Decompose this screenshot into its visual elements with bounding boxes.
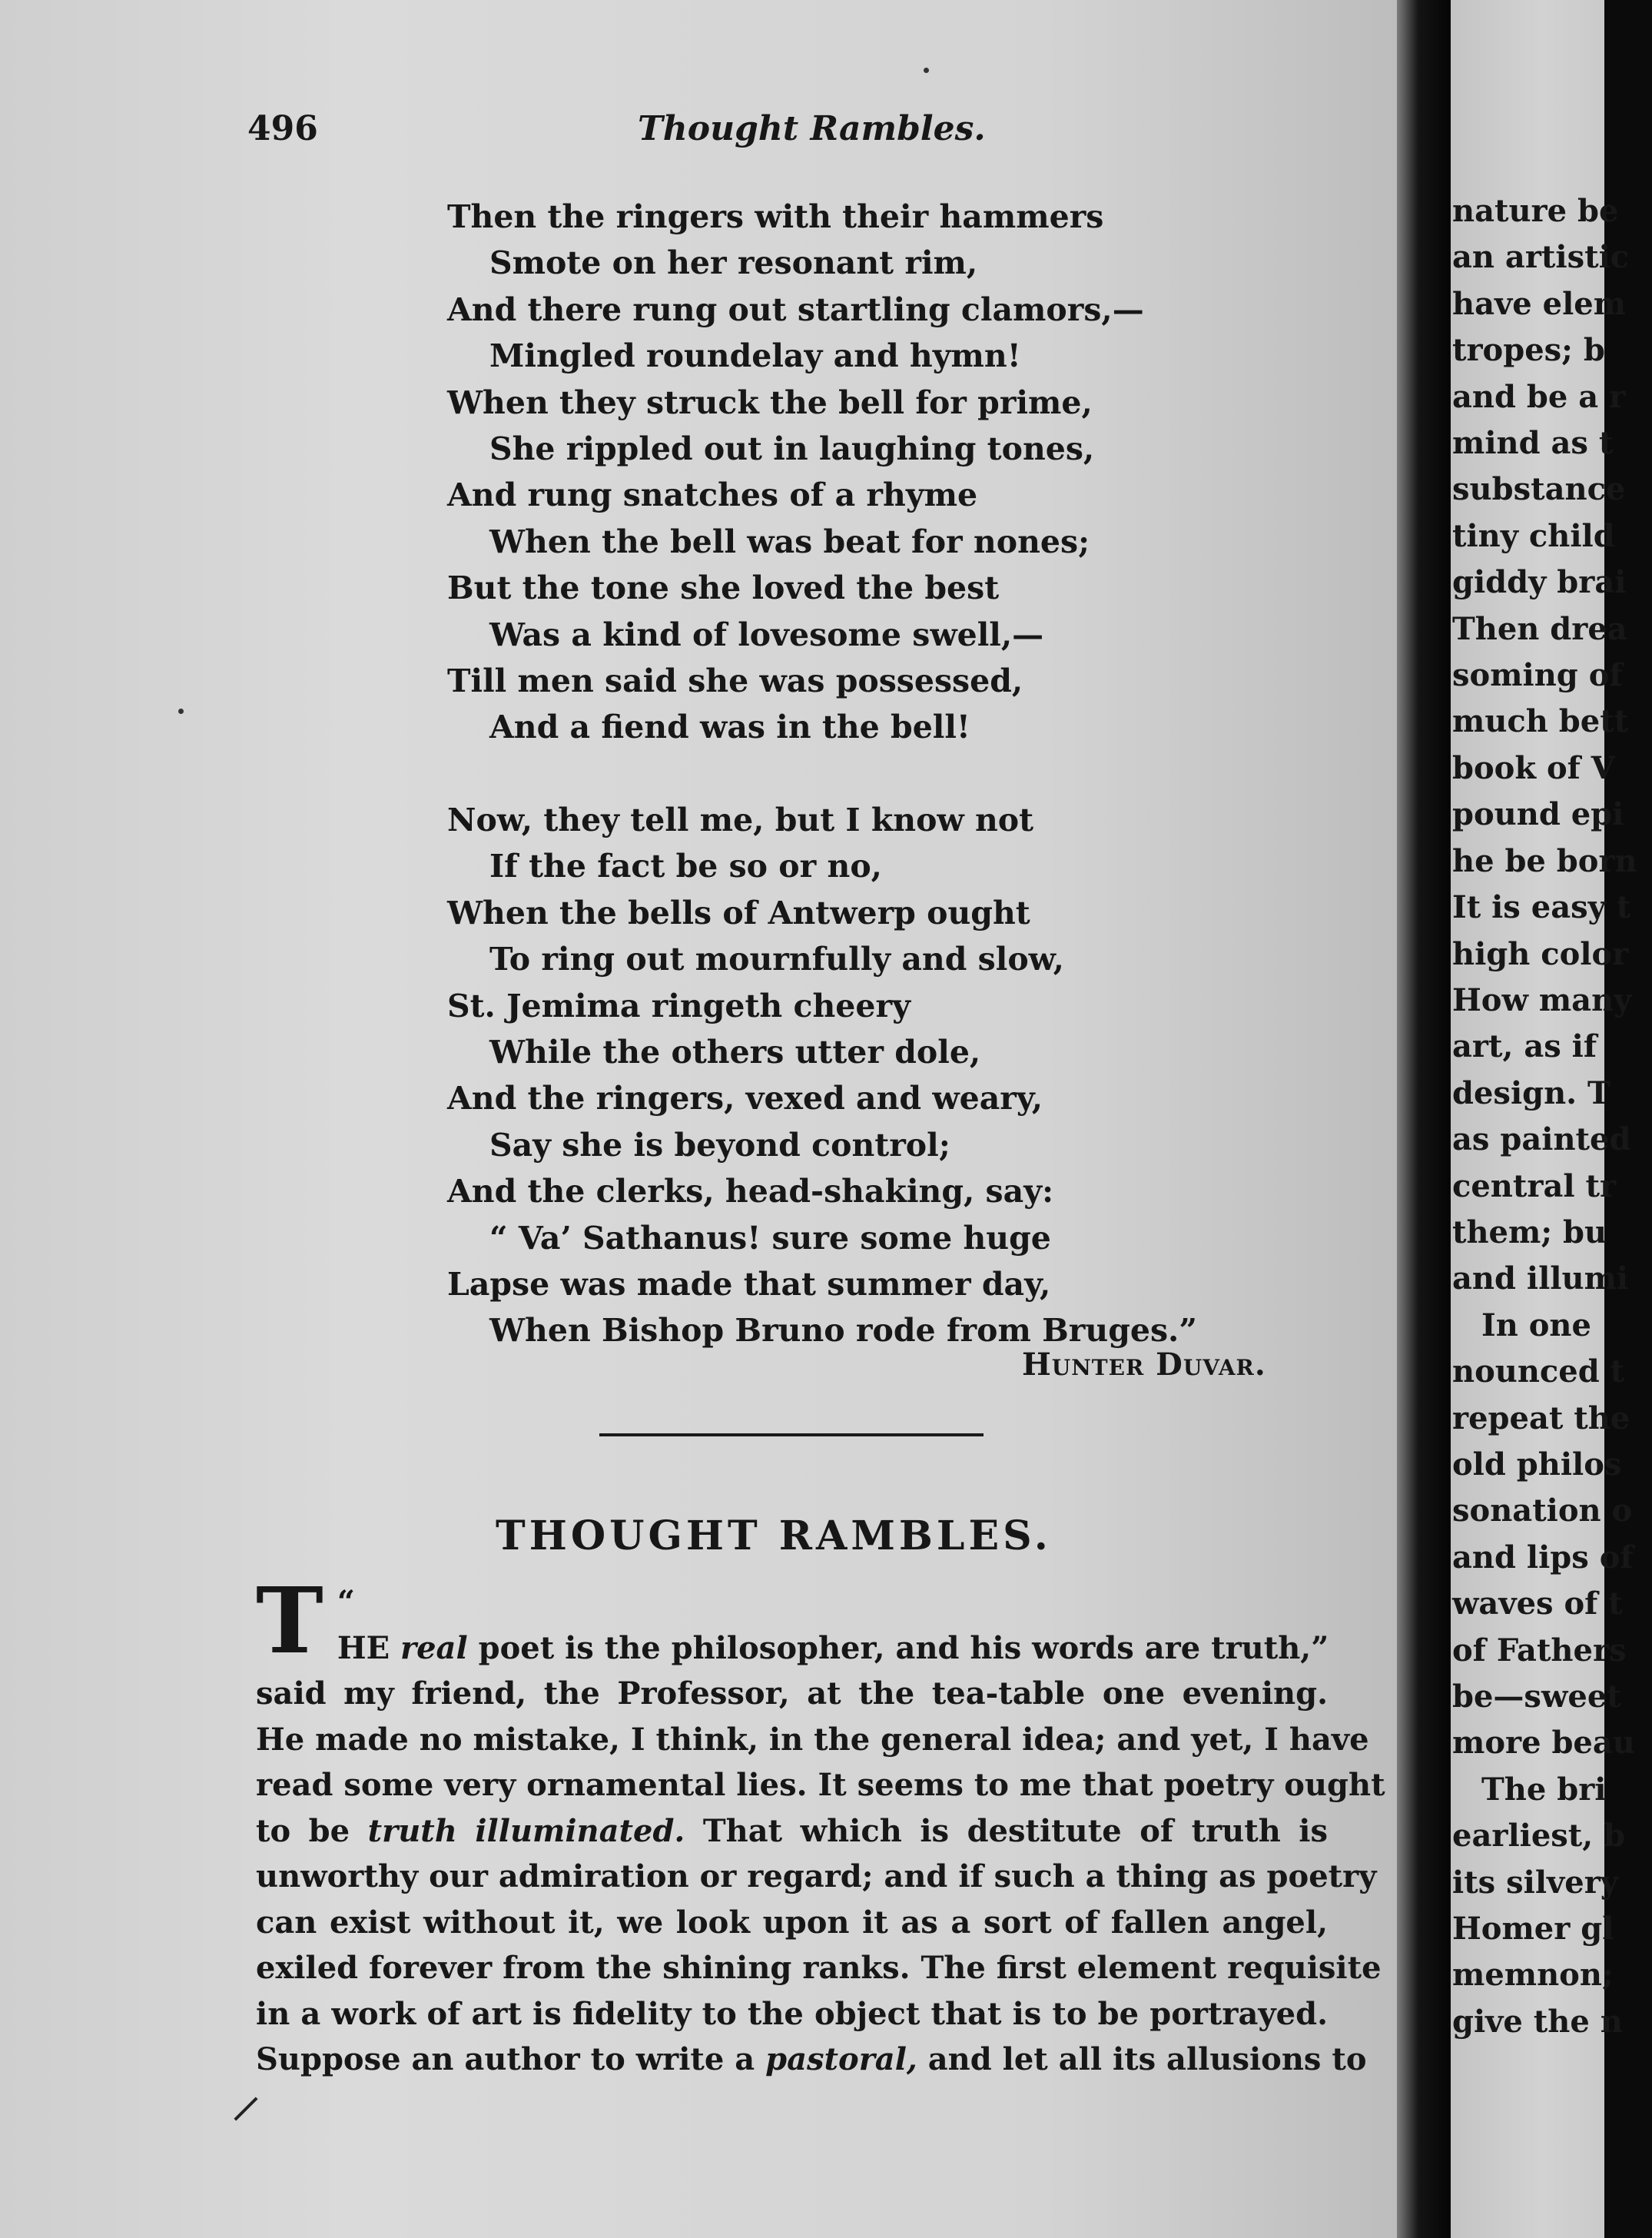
right-line: repeat the: [1452, 1400, 1630, 1436]
right-line: give the n: [1452, 2003, 1623, 2040]
poem: [447, 194, 1331, 1354]
prose-line: said my friend, the Professor, at the tea-table one evening.: [256, 1675, 1328, 1712]
right-line: be—sweet: [1452, 1678, 1621, 1715]
right-line: earliest, b: [1452, 1818, 1626, 1854]
poem-line: And there rung out startling clamors,—: [447, 291, 1144, 328]
poem-line: “ Va’ Sathanus! sure some huge: [489, 1219, 1051, 1257]
poem-line: And the ringers, vexed and weary,: [447, 1080, 1043, 1117]
right-page: [1451, 0, 1637, 2238]
prose-fragment: Suppose an author to write a: [256, 2041, 755, 2077]
right-line: The bri: [1481, 1771, 1607, 1808]
prose-line: exiled forever from the shining ranks. The first element requisite: [256, 1950, 1382, 1986]
article-title: THOUGHT RAMBLES.: [496, 1512, 1052, 1559]
poem-line: And the clerks, head-shaking, say:: [447, 1173, 1054, 1210]
stanza-break: [447, 751, 1331, 797]
right-line: memnon;: [1452, 1957, 1614, 1994]
poem-line: And a fiend was in the bell!: [489, 709, 970, 746]
right-line: high color: [1452, 935, 1629, 972]
poem-line: If the fact be so or no,: [489, 848, 882, 885]
right-line: he be born: [1452, 842, 1637, 879]
poem-line: But the tone she loved the best: [447, 569, 1000, 607]
prose-fragment: That which is destitute of truth is: [702, 1812, 1329, 1849]
right-line: as painted: [1452, 1121, 1631, 1158]
poem-line: Then the ringers with their hammers: [447, 198, 1104, 235]
poem-line: When Bishop Bruno rode from Bruges.”: [489, 1312, 1197, 1350]
right-line: giddy brai: [1452, 564, 1627, 601]
book-gutter: [1397, 0, 1451, 2238]
poem-line: Now, they tell me, but I know not: [447, 801, 1034, 838]
poem-line: Was a kind of lovesome swell,—: [489, 616, 1044, 653]
article-body: [256, 1567, 1385, 2083]
prose-italic: real: [400, 1629, 468, 1666]
poem-line: Lapse was made that summer day,: [447, 1265, 1051, 1303]
poem-line: When the bell was beat for nones;: [489, 523, 1090, 560]
section-divider: [599, 1433, 984, 1436]
poem-line: She rippled out in laughing tones,: [489, 430, 1095, 468]
poem-line: Say she is beyond control;: [489, 1126, 950, 1164]
prose-fragment: and let all its allusions to: [927, 2041, 1367, 2077]
running-title: Thought Rambles.: [638, 109, 986, 148]
right-line: tropes; b: [1452, 332, 1605, 369]
poem-line: Mingled roundelay and hymn!: [489, 337, 1021, 375]
right-line: its silvery: [1452, 1864, 1619, 1901]
poem-line: When the bells of Antwerp ought: [447, 894, 1030, 931]
right-line: an artistic: [1452, 239, 1630, 276]
right-line: mind as t: [1452, 425, 1614, 462]
right-line: waves of t: [1452, 1586, 1623, 1622]
prose-line: He made no mistake, I think, in the general idea; and yet, I have: [256, 1721, 1369, 1758]
right-line: of Fathers: [1452, 1632, 1627, 1669]
right-line: In one: [1481, 1307, 1591, 1343]
prose-fragment: to be: [256, 1812, 350, 1849]
poem-line: While the others utter dole,: [489, 1033, 981, 1071]
right-line: central tr: [1452, 1167, 1617, 1204]
right-line: nounced t: [1452, 1353, 1625, 1390]
right-line: and be a r: [1452, 378, 1626, 415]
right-line: soming of: [1452, 657, 1623, 694]
paper-fleck: [178, 709, 184, 714]
pencil-mark: [234, 2097, 257, 2120]
opening-quote: “: [337, 1584, 355, 1620]
right-line: have elem: [1452, 285, 1627, 322]
right-line: and illumi: [1452, 1260, 1629, 1297]
prose-fragment: poet is the philosopher, and his words are truth,”: [478, 1629, 1329, 1666]
right-page-text: [1452, 188, 1652, 2045]
page-number: 496: [247, 109, 318, 148]
poem-line: Smote on her resonant rim,: [489, 244, 978, 282]
right-line: How many: [1452, 981, 1632, 1018]
prose-line: [256, 1625, 1328, 1672]
paper-fleck: [924, 68, 929, 73]
poem-line: Till men said she was possessed,: [447, 662, 1023, 700]
right-line: Then drea: [1452, 610, 1627, 647]
drop-cap: T: [256, 1567, 323, 1674]
prose-fragment: HE: [337, 1629, 390, 1666]
prose-line: [256, 2037, 1367, 2083]
right-line: more beau: [1452, 1725, 1635, 1762]
right-line: art, as if: [1452, 1028, 1597, 1065]
right-line: book of V: [1452, 749, 1615, 786]
right-line: pound epi: [1452, 796, 1624, 833]
right-line: It is easy t: [1452, 889, 1631, 926]
poem-line: To ring out mournfully and slow,: [489, 941, 1064, 978]
poem-line: And rung snatches of a rhyme: [447, 476, 978, 514]
right-line: much bett: [1452, 703, 1629, 740]
prose-line: can exist without it, we look upon it as a sort of fallen angel,: [256, 1904, 1328, 1941]
poem-line: St. Jemima ringeth cheery: [447, 987, 911, 1024]
right-line: tiny child: [1452, 517, 1615, 554]
prose-line: [256, 1808, 1328, 1854]
poem-attribution: Hunter Duvar.: [1022, 1346, 1266, 1383]
right-line: and lips of: [1452, 1539, 1634, 1576]
right-line: nature be: [1452, 193, 1619, 229]
prose-italic: truth illuminated.: [367, 1812, 685, 1849]
prose-line: in a work of art is fidelity to the object that is to be portrayed.: [256, 1995, 1328, 2032]
right-line: substance: [1452, 471, 1626, 508]
right-line: design. T: [1452, 1074, 1611, 1111]
right-line: Homer gl: [1452, 1911, 1614, 1947]
right-line: old philos: [1452, 1446, 1622, 1483]
right-line: sonation o: [1452, 1493, 1633, 1529]
prose-line: unworthy our admiration or regard; and if such a thing as poetry: [256, 1858, 1377, 1894]
right-line: them; bu: [1452, 1214, 1607, 1250]
prose-italic: pastoral,: [765, 2041, 917, 2077]
prose-line: read some very ornamental lies. It seems to me that poetry ought: [256, 1767, 1385, 1803]
poem-line: When they struck the bell for prime,: [447, 384, 1093, 421]
